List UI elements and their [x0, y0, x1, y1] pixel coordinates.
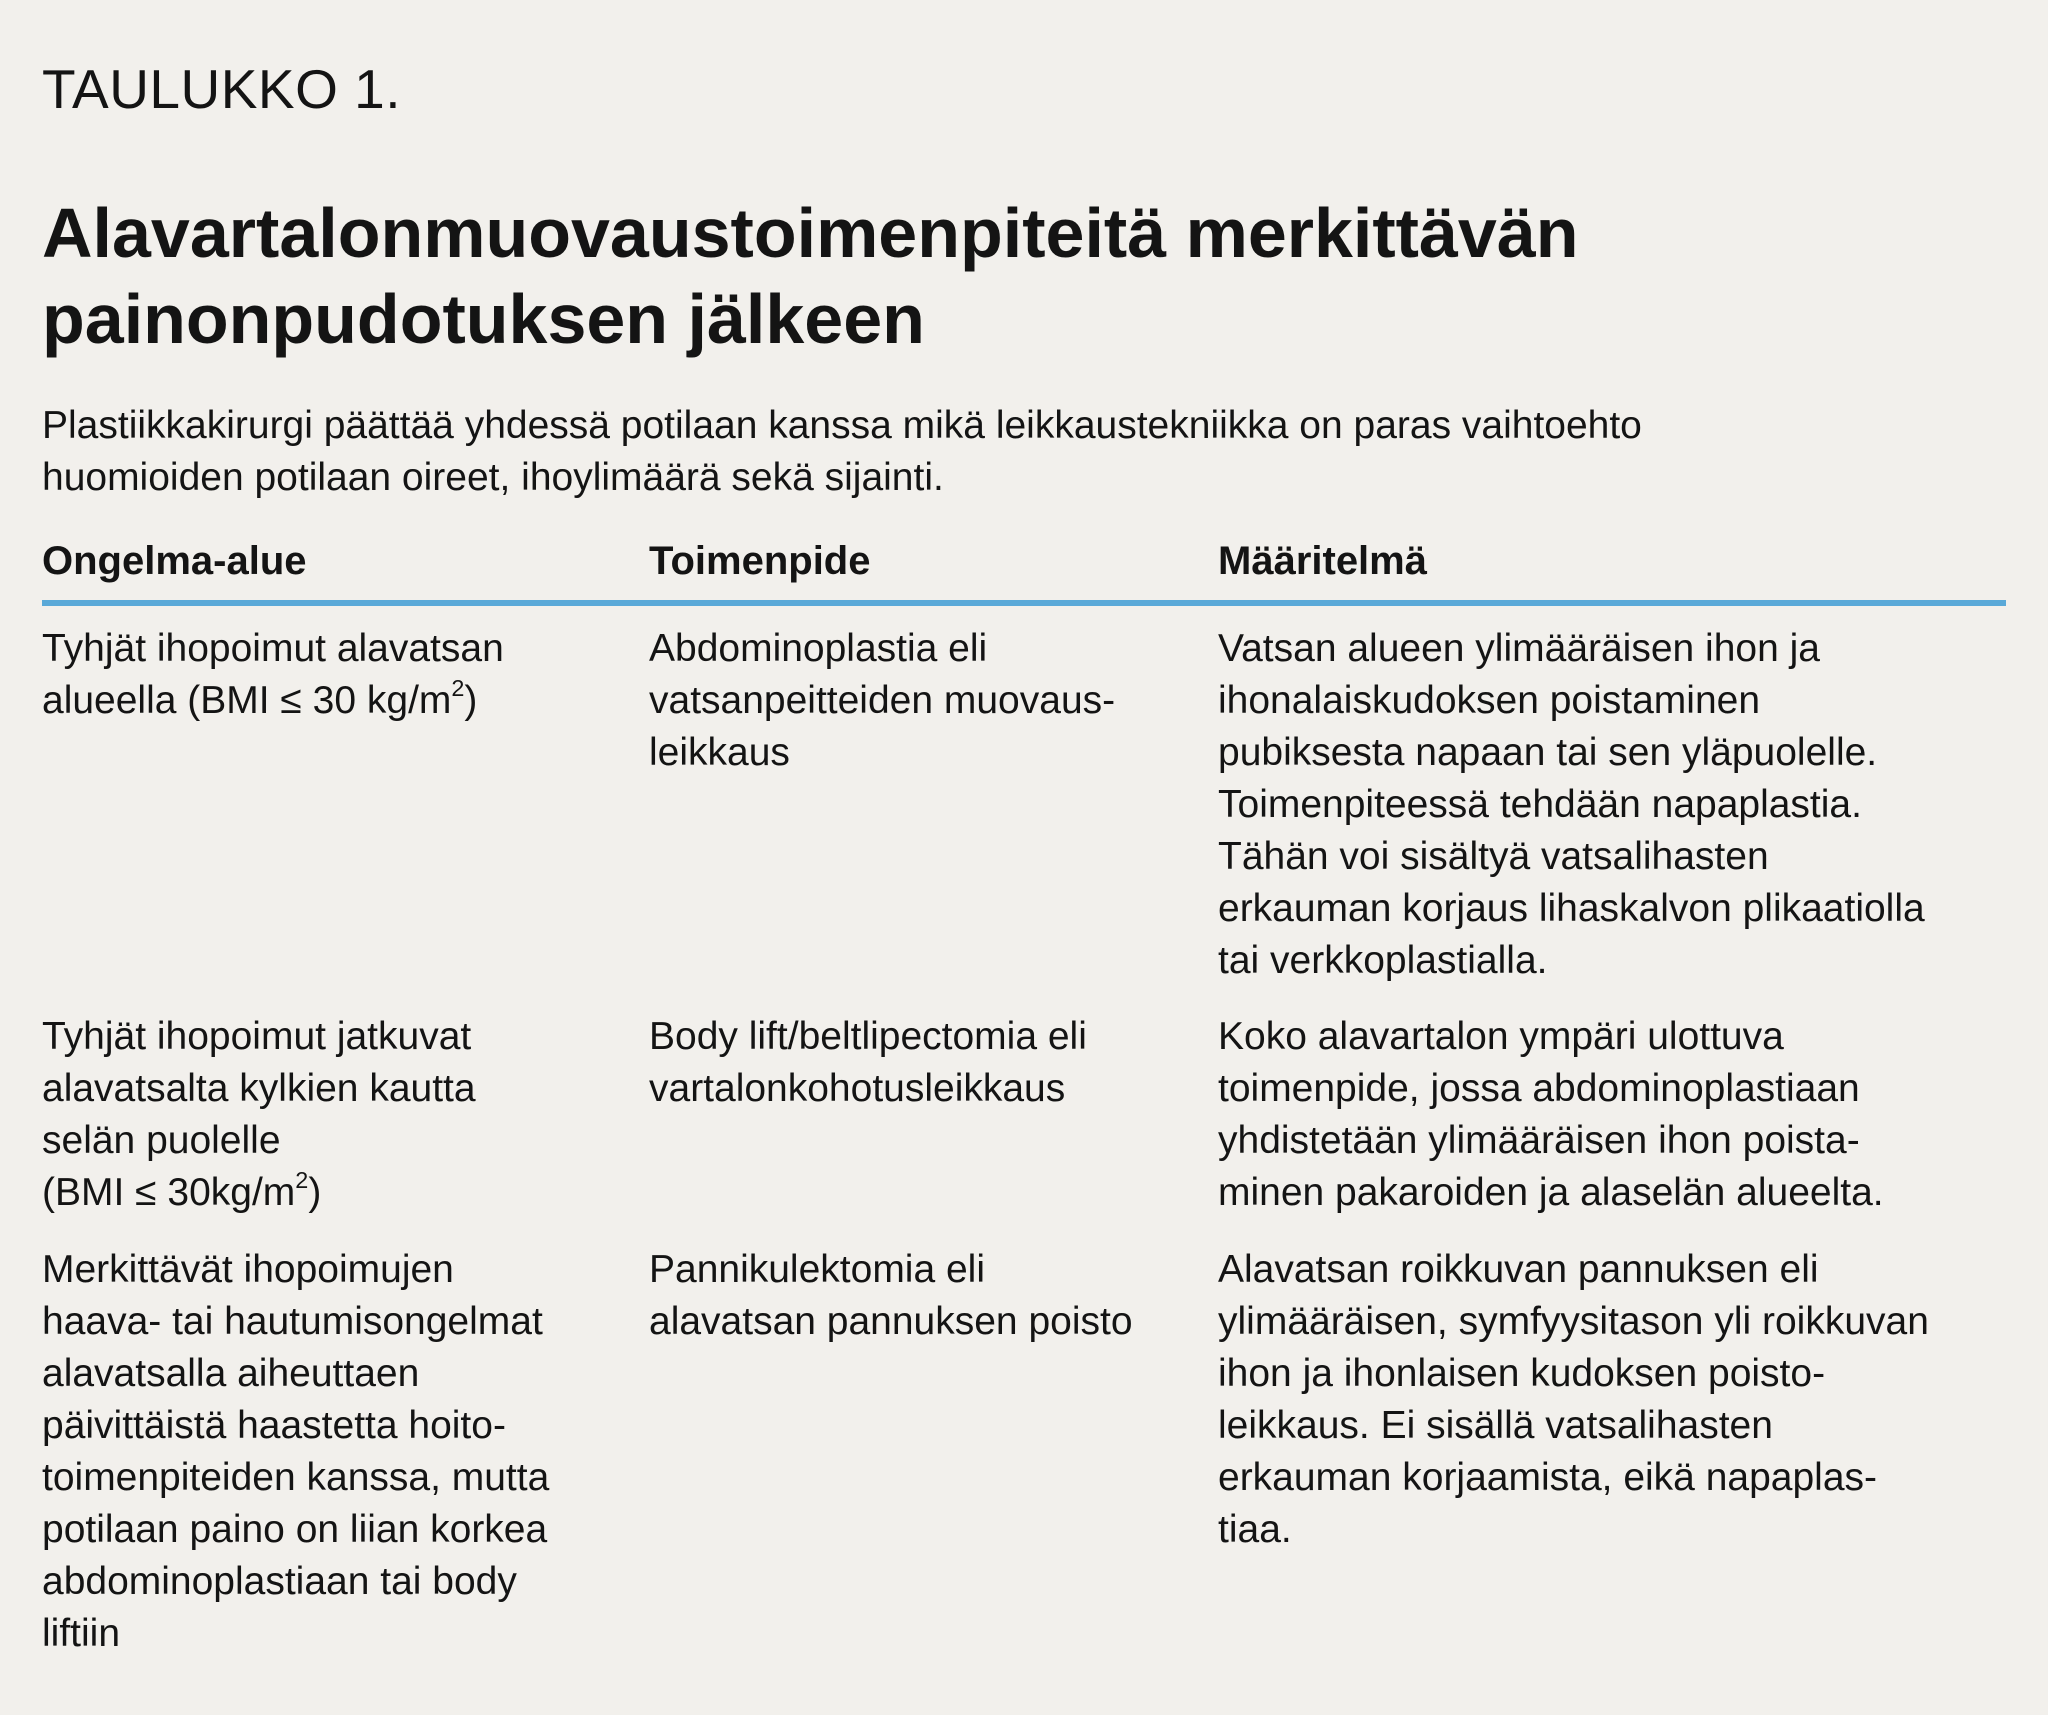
cell-line: haava- tai hautumisongelmat	[42, 1300, 543, 1343]
cell-text: (BMI ≤ 30kg/m	[42, 1171, 296, 1214]
cell-line: alavatsalta kylkien kautta	[42, 1067, 476, 1110]
cell-line: vartalonkohotusleikkaus	[649, 1067, 1066, 1110]
cell-line: Abdominoplastia eli	[649, 627, 988, 670]
cell-line: minen pakaroiden ja alaselän alueelta.	[1218, 1171, 1884, 1214]
cell-line: Tyhjät ihopoimut jatkuvat	[42, 1015, 472, 1058]
cell-line	[42, 1167, 612, 1219]
superscript: 2	[451, 674, 465, 701]
procedure-cell	[649, 623, 1169, 779]
table-row	[42, 623, 2006, 1011]
intro-text	[42, 400, 1942, 504]
superscript: 2	[295, 1166, 309, 1193]
column-header-procedure: Toimenpide	[649, 539, 871, 583]
title-line: Alavartalonmuovaustoimenpiteitä merkittävän	[42, 194, 1579, 272]
page-title	[42, 190, 1942, 362]
cell-line: päivittäistä haastetta hoito-	[42, 1404, 506, 1447]
cell-line: ylimääräisen, symfyysitason yli roikkuvan	[1218, 1300, 1929, 1343]
cell-line: selän puolelle	[42, 1119, 281, 1162]
procedure-cell	[649, 1011, 1169, 1115]
cell-line: vatsanpeitteiden muovaus-	[649, 679, 1116, 722]
intro-line: Plastiikkakirurgi päättää yhdessä potilaan kanssa mikä leikkaustekniikka on paras vaihtoehto	[42, 404, 1642, 447]
cell-line: leikkaus	[649, 731, 790, 774]
definition-cell	[1218, 1244, 2006, 1556]
definition-cell	[1218, 1011, 2006, 1219]
intro-line: huomioiden potilaan oireet, ihoylimäärä sekä sijainti.	[42, 456, 944, 499]
cell-line: Pannikulektomia eli	[649, 1248, 986, 1291]
cell-line: erkauman korjaus lihaskalvon plikaatiolla	[1218, 887, 1925, 930]
cell-line: tiaa.	[1218, 1508, 1292, 1551]
cell-line: Tyhjät ihopoimut alavatsan	[42, 627, 504, 670]
cell-line: Tähän voi sisältyä vatsalihasten	[1218, 835, 1769, 878]
cell-line: ihon ja ihonlaisen kudoksen poisto-	[1218, 1352, 1826, 1395]
title-line: painonpudotuksen jälkeen	[42, 280, 925, 358]
cell-line: tai verkkoplastialla.	[1218, 939, 1548, 982]
cell-line: Toimenpiteessä tehdään napaplastia.	[1218, 783, 1862, 826]
column-header-problem-area: Ongelma-alue	[42, 539, 307, 583]
table-row	[42, 1244, 2006, 1664]
cell-line: liftiin	[42, 1612, 121, 1655]
cell-line: Body lift/beltlipectomia eli	[649, 1015, 1087, 1058]
cell-text: )	[308, 1171, 322, 1214]
cell-line: leikkaus. Ei sisällä vatsalihasten	[1218, 1404, 1773, 1447]
table-header-row	[42, 530, 2006, 606]
cell-line: Koko alavartalon ympäri ulottuva	[1218, 1015, 1784, 1058]
cell-line: alavatsalla aiheuttaen	[42, 1352, 420, 1395]
cell-line: Vatsan alueen ylimääräisen ihon ja	[1218, 627, 1820, 670]
cell-line: toimenpiteiden kanssa, mutta	[42, 1456, 550, 1499]
procedure-cell	[649, 1244, 1169, 1348]
procedures-table	[42, 530, 2006, 1664]
cell-line	[42, 675, 612, 727]
cell-text: alueella (BMI ≤ 30 kg/m	[42, 679, 452, 722]
problem-area-cell	[42, 1011, 612, 1219]
cell-line: yhdistetään ylimääräisen ihon poista-	[1218, 1119, 1860, 1162]
cell-line: ihonalaiskudoksen poistaminen	[1218, 679, 1761, 722]
table-label: TAULUKKO 1.	[42, 58, 402, 120]
problem-area-cell	[42, 623, 612, 727]
cell-line: toimenpide, jossa abdominoplastiaan	[1218, 1067, 1860, 1110]
cell-line: potilaan paino on liian korkea	[42, 1508, 548, 1551]
cell-line: pubiksesta napaan tai sen yläpuolelle.	[1218, 731, 1878, 774]
cell-line: Merkittävät ihopoimujen	[42, 1248, 454, 1291]
problem-area-cell	[42, 1244, 612, 1660]
cell-text: )	[464, 679, 478, 722]
cell-line: abdominoplastiaan tai body	[42, 1560, 517, 1603]
cell-line: alavatsan pannuksen poisto	[649, 1300, 1133, 1343]
table-row	[42, 1011, 2006, 1244]
definition-cell	[1218, 623, 2006, 987]
cell-line: erkauman korjaamista, eikä napaplas-	[1218, 1456, 1878, 1499]
cell-line: Alavatsan roikkuvan pannuksen eli	[1218, 1248, 1819, 1291]
column-header-definition: Määritelmä	[1218, 539, 1427, 583]
